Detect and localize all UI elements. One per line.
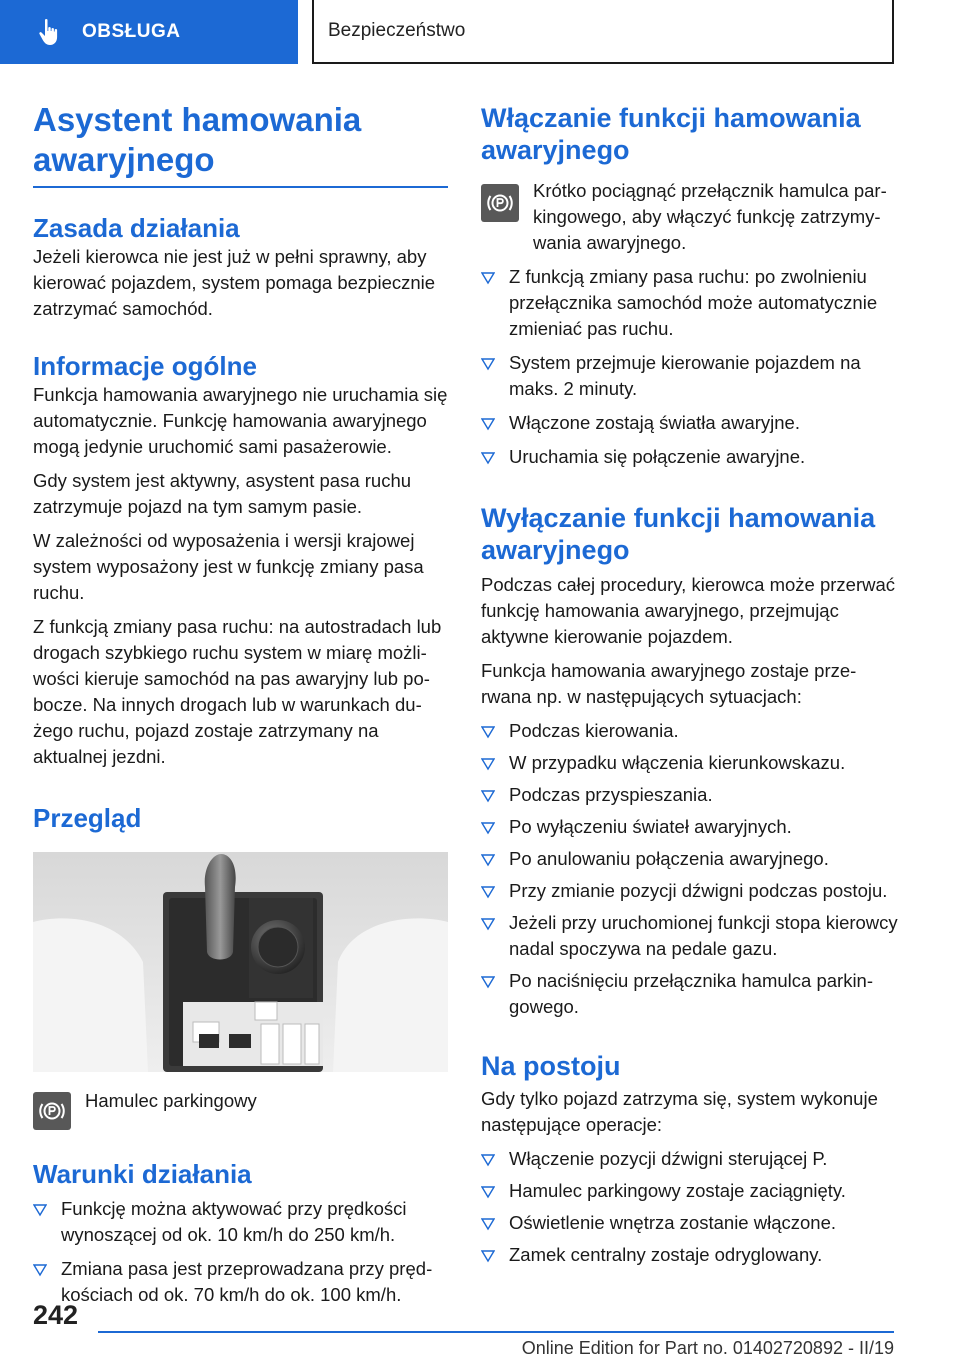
list-item: Po anulowaniu połączenia awaryjnego. bbox=[481, 846, 899, 872]
section-label: OBSŁUGA bbox=[82, 21, 181, 42]
principle-heading: Zasada działania bbox=[33, 213, 240, 243]
chapter-title: Bezpieczeństwo bbox=[328, 20, 466, 41]
triangle-bullet-icon bbox=[481, 350, 495, 376]
disable-paragraph: Funkcja hamowania awaryjnego zostaje przerwana np. w następujących sytuacjach: bbox=[481, 660, 857, 707]
list-item: Podczas przyspieszania. bbox=[481, 782, 899, 808]
edition-note: Online Edition for Part no. 01402720892 - II/19 bbox=[521, 1338, 894, 1358]
triangle-bullet-icon bbox=[481, 410, 495, 436]
standstill-list bbox=[481, 1146, 899, 1268]
triangle-bullet-icon bbox=[481, 1146, 495, 1172]
list-item: Z funkcją zmiany pasa ruchu: po zwolnieniu przełącznika samochód może automatycznie zmieniać pas ruchu. bbox=[481, 264, 899, 342]
list-item: Jeżeli przy uruchomionej funkcji stopa kierowcy nadal spoczywa na pedale gazu. bbox=[481, 910, 899, 962]
section-tab bbox=[0, 0, 298, 64]
list-item: System przejmuje kierowanie pojazdem na maks. 2 minuty. bbox=[481, 350, 899, 402]
list-item: Włączone zostają światła awaryjne. bbox=[481, 410, 899, 436]
enable-intro: Krótko pociągnąć przełącznik hamulca parkingowego, aby włączyć funkcję zatrzymywania awaryjnego. bbox=[533, 180, 887, 253]
triangle-bullet-icon bbox=[481, 968, 495, 994]
triangle-bullet-icon bbox=[481, 264, 495, 290]
hand-pointer-icon bbox=[36, 17, 66, 47]
triangle-bullet-icon bbox=[33, 1196, 47, 1222]
conditions-list bbox=[33, 1196, 448, 1308]
general-heading: Informacje ogólne bbox=[33, 351, 257, 381]
footer-divider bbox=[98, 1331, 894, 1333]
list-item: W przypadku włączenia kierunkowskazu. bbox=[481, 750, 899, 776]
general-paragraph: Gdy system jest aktywny, asystent pasa ruchu zatrzymuje pojazd na tym samym pasie. bbox=[33, 470, 412, 517]
list-item: Podczas kierowania. bbox=[481, 718, 899, 744]
triangle-bullet-icon bbox=[481, 846, 495, 872]
icon-caption: Hamulec parkingowy bbox=[85, 1090, 257, 1111]
page-number: 242 bbox=[33, 1300, 79, 1330]
list-item: Uruchamia się połączenie awaryjne. bbox=[481, 444, 899, 470]
list-item: Hamulec parkingowy zostaje zaciągnięty. bbox=[481, 1178, 899, 1204]
triangle-bullet-icon bbox=[481, 878, 495, 904]
triangle-bullet-icon bbox=[481, 718, 495, 744]
list-item: Oświetlenie wnętrza zostanie włączone. bbox=[481, 1210, 899, 1236]
triangle-bullet-icon bbox=[481, 444, 495, 470]
standstill-intro: Gdy tylko pojazd zatrzyma się, system wykonuje następujące operacje: bbox=[481, 1088, 878, 1135]
triangle-bullet-icon bbox=[33, 1256, 47, 1282]
icon-caption-row bbox=[33, 1092, 448, 1130]
triangle-bullet-icon bbox=[481, 814, 495, 840]
chapter-tab bbox=[312, 0, 894, 64]
triangle-bullet-icon bbox=[481, 1178, 495, 1204]
list-item: Po naciśnięciu przełącznika hamulca parkingowego. bbox=[481, 968, 899, 1020]
triangle-bullet-icon bbox=[481, 782, 495, 808]
disable-paragraph: Podczas całej procedury, kierowca może przerwać funkcję hamowania awaryjnego, przejmując aktywne kierowanie pojazdem. bbox=[481, 574, 896, 647]
list-item: Po wyłączeniu świateł awaryjnych. bbox=[481, 814, 899, 840]
list-item: Przy zmianie pozycji dźwigni podczas postoju. bbox=[481, 878, 899, 904]
disable-list bbox=[481, 718, 899, 1020]
standstill-heading: Na postoju bbox=[481, 1051, 621, 1081]
triangle-bullet-icon bbox=[481, 1242, 495, 1268]
enable-heading: Włączanie funkcji hamowania awaryjnego bbox=[481, 103, 861, 165]
principle-text: Jeżeli kierowca nie jest już w pełni sprawny, aby kierować pojazdem, system pomaga bezpiecznie zatrzymać samochód. bbox=[33, 246, 436, 319]
center-console-photo bbox=[33, 852, 448, 1072]
general-paragraph: W zależności od wyposażenia i wersji krajowej system wyposażony jest w funkcję zmiany pasa ruchu. bbox=[33, 530, 424, 603]
triangle-bullet-icon bbox=[481, 910, 495, 936]
general-paragraph: Z funkcją zmiany pasa ruchu: na autostradach lub drogach szybkiego ruchu system w miarę możliwości kieruje samochód na pas awaryjny lub pobocze. Na innych drogach lub w warunkach dużego ruchu, pojazd zostaje zatrzymany na aktualnej jezdni. bbox=[33, 616, 442, 767]
disable-heading: Wyłączanie funkcji hamowania awaryjnego bbox=[481, 503, 876, 565]
parking-brake-icon bbox=[481, 184, 519, 222]
parking-brake-icon bbox=[33, 1092, 71, 1130]
left-column bbox=[33, 100, 448, 1308]
overview-heading: Przegląd bbox=[33, 803, 142, 833]
conditions-heading: Warunki działania bbox=[33, 1159, 252, 1189]
triangle-bullet-icon bbox=[481, 1210, 495, 1236]
list-item: Włączenie pozycji dźwigni sterującej P. bbox=[481, 1146, 899, 1172]
list-item: Zamek centralny zostaje odryglowany. bbox=[481, 1242, 899, 1268]
triangle-bullet-icon bbox=[481, 750, 495, 776]
enable-list bbox=[481, 264, 899, 470]
enable-intro-row bbox=[481, 182, 899, 256]
list-item: Zmiana pasa jest przeprowadzana przy prędkościach od ok. 70 km/h do ok. 100 km/h. bbox=[33, 1256, 448, 1308]
page-title: Asystent hamowania awaryjnego bbox=[33, 100, 448, 188]
list-item: Funkcję można aktywować przy prędkości wynoszącej od ok. 10 km/h do 250 km/h. bbox=[33, 1196, 448, 1248]
general-paragraph: Funkcja hamowania awaryjnego nie uruchamia się automatycznie. Funkcję hamowania awaryjnego mogą jedynie uruchomić sami pasażerowie. bbox=[33, 384, 448, 457]
right-column bbox=[481, 102, 899, 1268]
